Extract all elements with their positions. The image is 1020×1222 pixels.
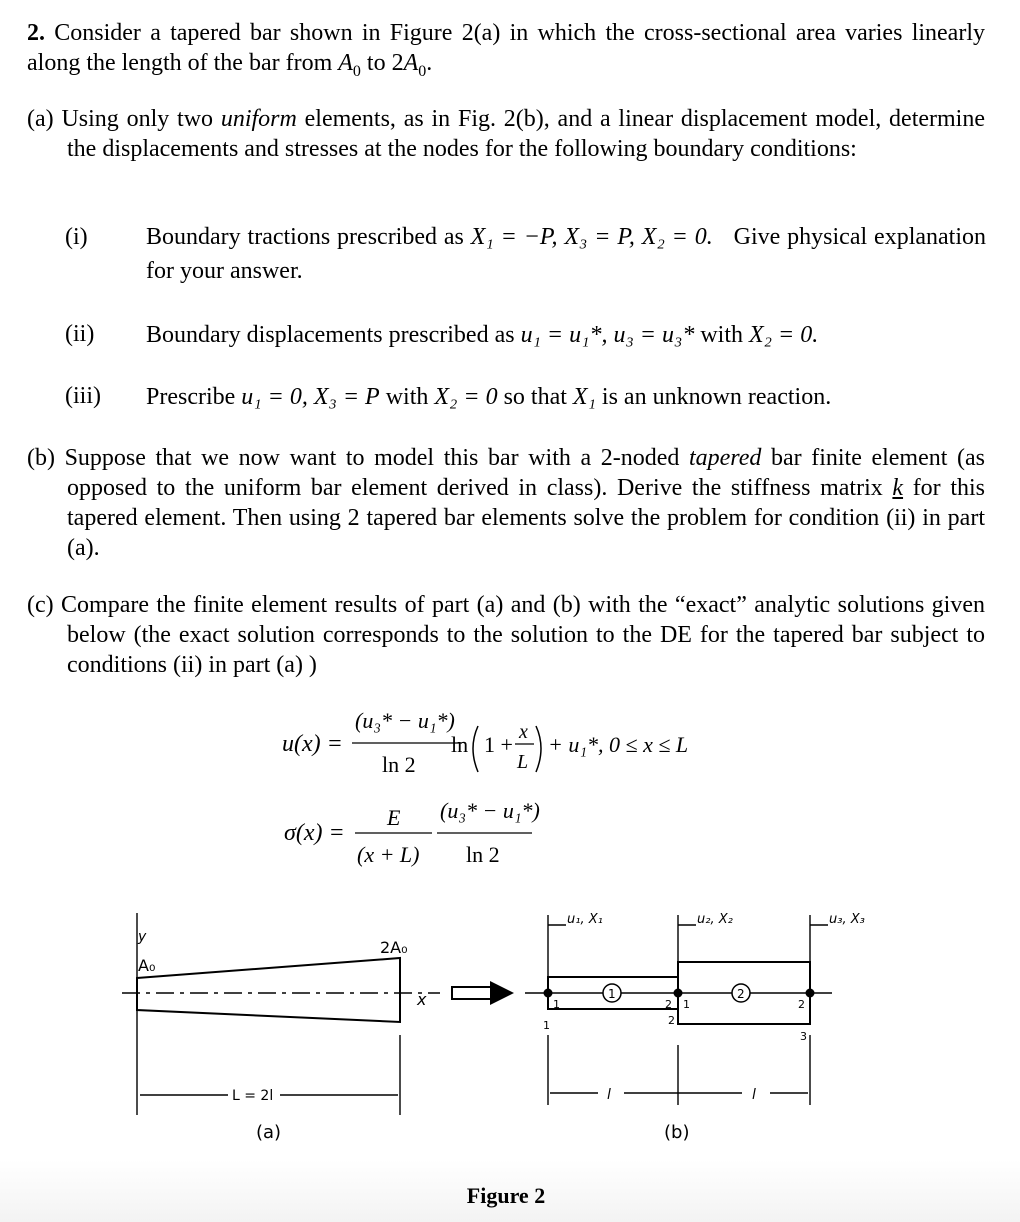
eq-s-den1: (x + L) xyxy=(357,842,420,867)
item-i-number: (i) xyxy=(65,224,88,250)
l-label-1: l xyxy=(607,1087,611,1103)
element-2-number: 2 xyxy=(737,987,745,1001)
period: . xyxy=(426,50,433,76)
u2x2-label: u₂, X₂ xyxy=(697,912,733,927)
item-i-pre: Boundary tractions prescribed as xyxy=(146,224,471,250)
eq-u-rparen xyxy=(536,726,541,772)
area-a0-sub: 0 xyxy=(352,62,361,80)
part-a-text2: elements, as in Fig. 2(b), and a linear displacement model, determine the displacements and stresses at the nodes for the following boundary conditions: xyxy=(67,106,986,162)
node-3-global: 3 xyxy=(800,1030,807,1043)
item-ii-pre: Boundary displacements prescribed as xyxy=(146,322,521,348)
length-label: L = 2l xyxy=(232,1088,274,1104)
u3x3-label: u₃, X₃ xyxy=(829,912,865,927)
part-c-text: Compare the finite element results of part (a) and (b) with the “exact” analytic solutions given below (the exact solution corresponds to the solution to the DE for the tapered bar subject to conditions (ii) in part (a) ) xyxy=(61,592,986,678)
part-a-emphasis: uniform xyxy=(220,106,297,132)
node-1-local: 1 xyxy=(553,998,560,1011)
part-b-text1: Suppose that we now want to model this bar with a 2-noded xyxy=(64,445,689,471)
eq-u-plus: + u₁* xyxy=(548,732,598,757)
part-b-emphasis: tapered xyxy=(688,445,762,471)
fig-a-label: (a) xyxy=(256,1122,282,1143)
eq-s-num1: E xyxy=(387,805,401,830)
node-2-global: 2 xyxy=(668,1014,675,1027)
item-iii-text xyxy=(146,380,986,414)
u1x1-label: u₁, X₁ xyxy=(567,912,603,927)
item-ii-text xyxy=(146,318,986,352)
eq-u-lhs: u(x) = xyxy=(282,731,343,757)
l-label-2: l xyxy=(752,1087,756,1103)
item-iii-pre: Prescribe xyxy=(146,384,242,410)
item-iii-math2: X₂ = 0 xyxy=(434,384,498,410)
eq-u-one: 1 + xyxy=(484,732,513,757)
area-a0: A xyxy=(338,50,353,76)
eq-u-ln: ln xyxy=(451,732,469,757)
tapered-bar xyxy=(137,958,400,1022)
eq-s-den2: ln 2 xyxy=(466,842,500,867)
eq-u-x: x xyxy=(519,721,528,743)
item-iii-post: is an unknown reaction. xyxy=(595,384,832,410)
eq-s-lhs: σ(x) = xyxy=(284,820,345,846)
eq-u-lparen xyxy=(473,726,478,772)
2a0-label: 2A₀ xyxy=(380,938,408,957)
eq-u-L: L xyxy=(517,751,529,773)
part-c xyxy=(27,590,985,680)
part-a xyxy=(27,104,985,164)
stiffness-k: k xyxy=(892,475,904,501)
node-2-local: 2 xyxy=(665,998,672,1011)
item-iii-mid: with xyxy=(379,384,435,410)
item-iii-mid2: so that xyxy=(497,384,573,410)
item-ii-number: (ii) xyxy=(65,321,95,347)
figure-2 xyxy=(0,895,1020,1155)
item-i-text xyxy=(146,220,986,288)
item-i-math: X₁ = −P, X₃ = P, X₂ = 0. xyxy=(470,224,713,250)
part-b xyxy=(27,443,985,563)
fig-b-label: (b) xyxy=(664,1122,690,1143)
figure-caption: Figure 2 xyxy=(466,1183,546,1208)
to-text: to 2 xyxy=(360,50,404,76)
question-number: 2. xyxy=(27,20,45,46)
item-ii-mid: with xyxy=(694,322,749,348)
a0-label: A₀ xyxy=(138,956,156,975)
eq-u-den: ln 2 xyxy=(382,752,416,777)
element-1-number: 1 xyxy=(608,987,616,1001)
part-b-text3: for this tapered element. Then using 2 tapered bar elements solve the problem for condition (ii) in part (a). xyxy=(67,475,985,561)
eq-u-num: (u₃* − u₁*) xyxy=(355,708,455,733)
item-iii-math3: X₁ xyxy=(572,384,596,410)
node-1-global: 1 xyxy=(543,1019,550,1032)
area-2a0: A xyxy=(403,50,419,76)
part-b-label: (b) xyxy=(27,445,55,471)
item-iii-number: (iii) xyxy=(65,383,101,409)
node-3-local: 2 xyxy=(798,998,805,1011)
eq-u-range: , 0 ≤ x ≤ L xyxy=(598,732,689,757)
part-a-text1: Using only two xyxy=(61,106,221,132)
part-c-label: (c) xyxy=(27,592,54,618)
eq-s-num2: (u₃* − u₁*) xyxy=(440,798,540,823)
node-1-dot xyxy=(544,989,553,998)
part-a-label: (a) xyxy=(27,106,54,132)
x-axis-label: x xyxy=(417,990,427,1009)
node-3-dot xyxy=(806,989,815,998)
node-2-dot xyxy=(674,989,683,998)
item-ii-math2: X₂ = 0. xyxy=(749,322,819,348)
area-2a0-sub: 0 xyxy=(418,62,427,80)
item-ii-math: u₁ = u₁*, u₃ = u₃* xyxy=(520,322,695,348)
part-b-text2: bar finite element (as opposed to the uniform bar element derived in class). Derive the stiffness matrix xyxy=(67,445,985,501)
item-iii-math: u₁ = 0, X₃ = P xyxy=(241,384,380,410)
question-intro-text: Consider a tapered bar shown in Figure 2(a) in which the cross-sectional area varies linearly along the length of the bar from xyxy=(27,20,985,76)
equations xyxy=(0,690,1020,880)
transform-arrow xyxy=(452,981,514,1005)
y-axis-label: y xyxy=(138,929,147,945)
node-2-local-e2: 1 xyxy=(683,998,690,1011)
item-i-post: Give physical explanation for your answer. xyxy=(146,224,986,284)
question-2-intro xyxy=(27,18,985,87)
